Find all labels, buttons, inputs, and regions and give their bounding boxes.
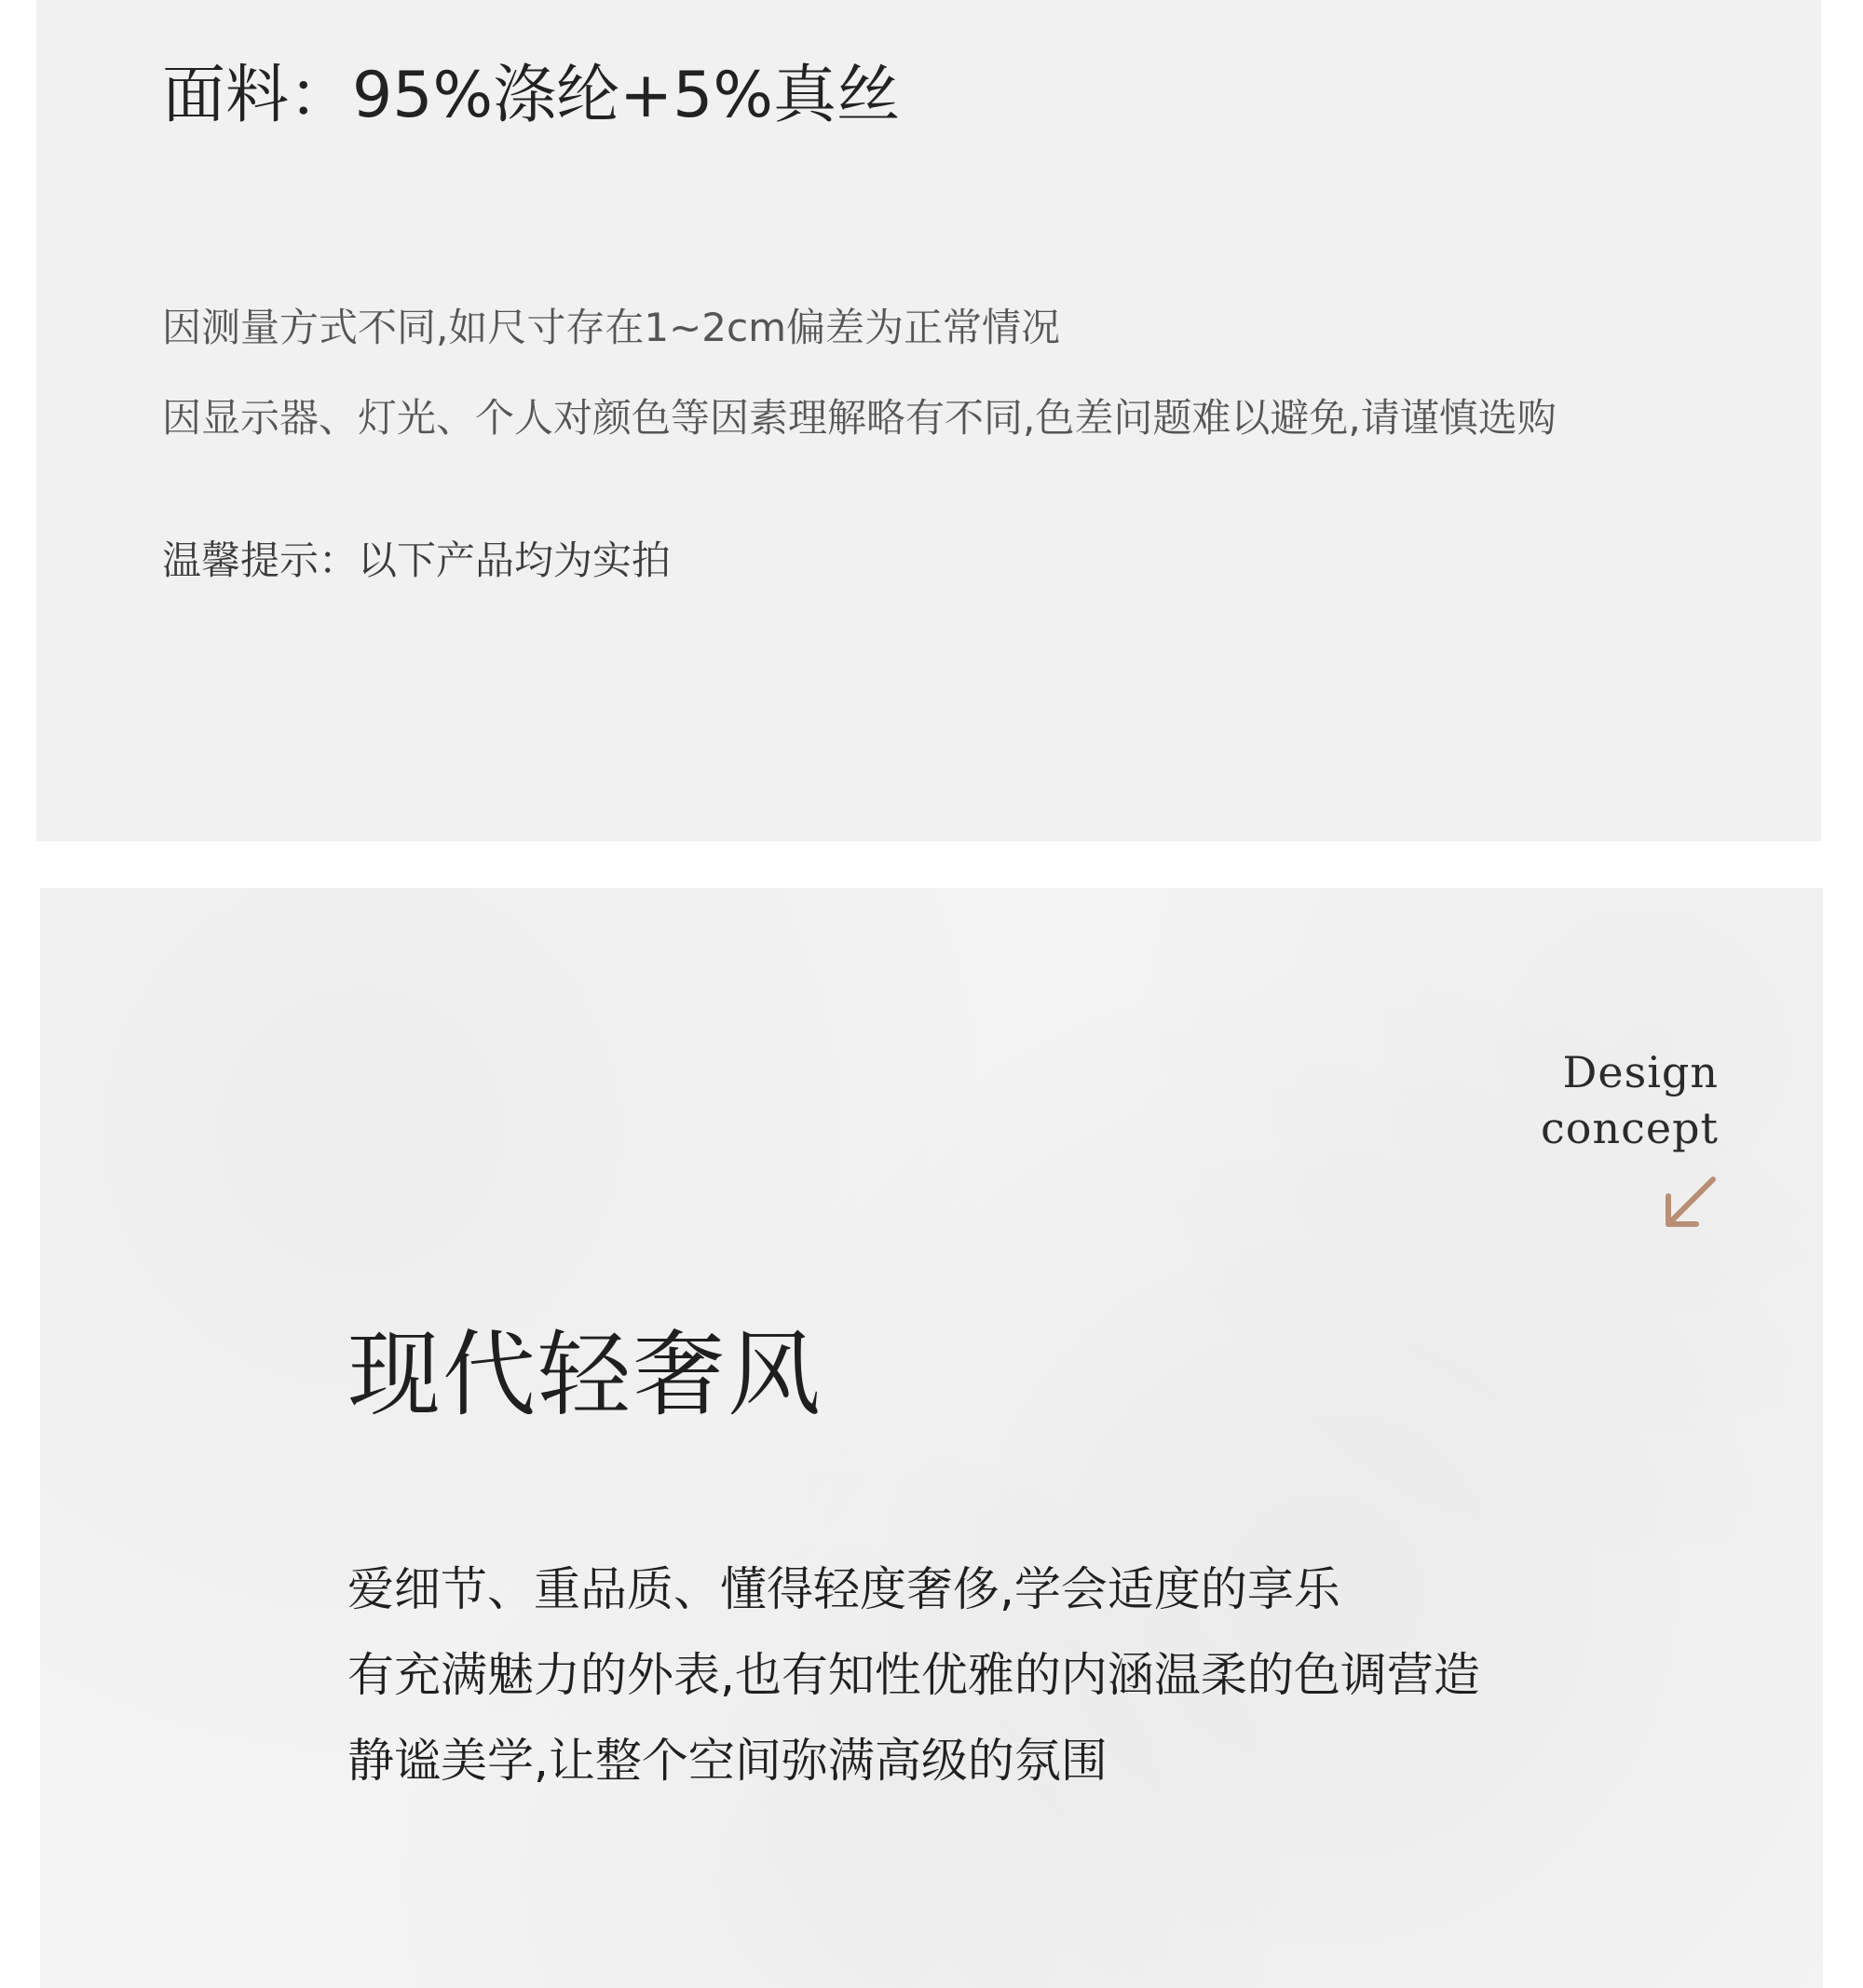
product-info-panel	[36, 0, 1821, 841]
arrow-down-left-icon	[1661, 1174, 1719, 1232]
measurement-note: 因测量方式不同,如尺寸存在1~2cm偏差为正常情况	[162, 305, 1060, 350]
concept-label-line2: concept	[1541, 1103, 1719, 1153]
concept-label-line1: Design	[1562, 1047, 1719, 1097]
design-concept-label	[1541, 1044, 1719, 1156]
concept-description-line: 静谧美学,让整个空间弥满高级的氛围	[347, 1734, 1108, 1788]
design-concept-panel	[40, 888, 1823, 1988]
color-difference-note: 因显示器、灯光、个人对颜色等因素理解略有不同,色差问题难以避免,请谨慎选购	[162, 395, 1557, 441]
concept-description-line: 爱细节、重品质、懂得轻度奢侈,学会适度的享乐	[347, 1562, 1340, 1616]
concept-description-line: 有充满魅力的外表,也有知性优雅的内涵温柔的色调营造	[347, 1648, 1480, 1702]
style-title: 现代轻奢风	[347, 1320, 823, 1429]
photo-tip: 温馨提示：以下产品均为实拍	[162, 538, 672, 583]
fabric-composition: 面料：95%涤纶+5%真丝	[162, 59, 900, 132]
